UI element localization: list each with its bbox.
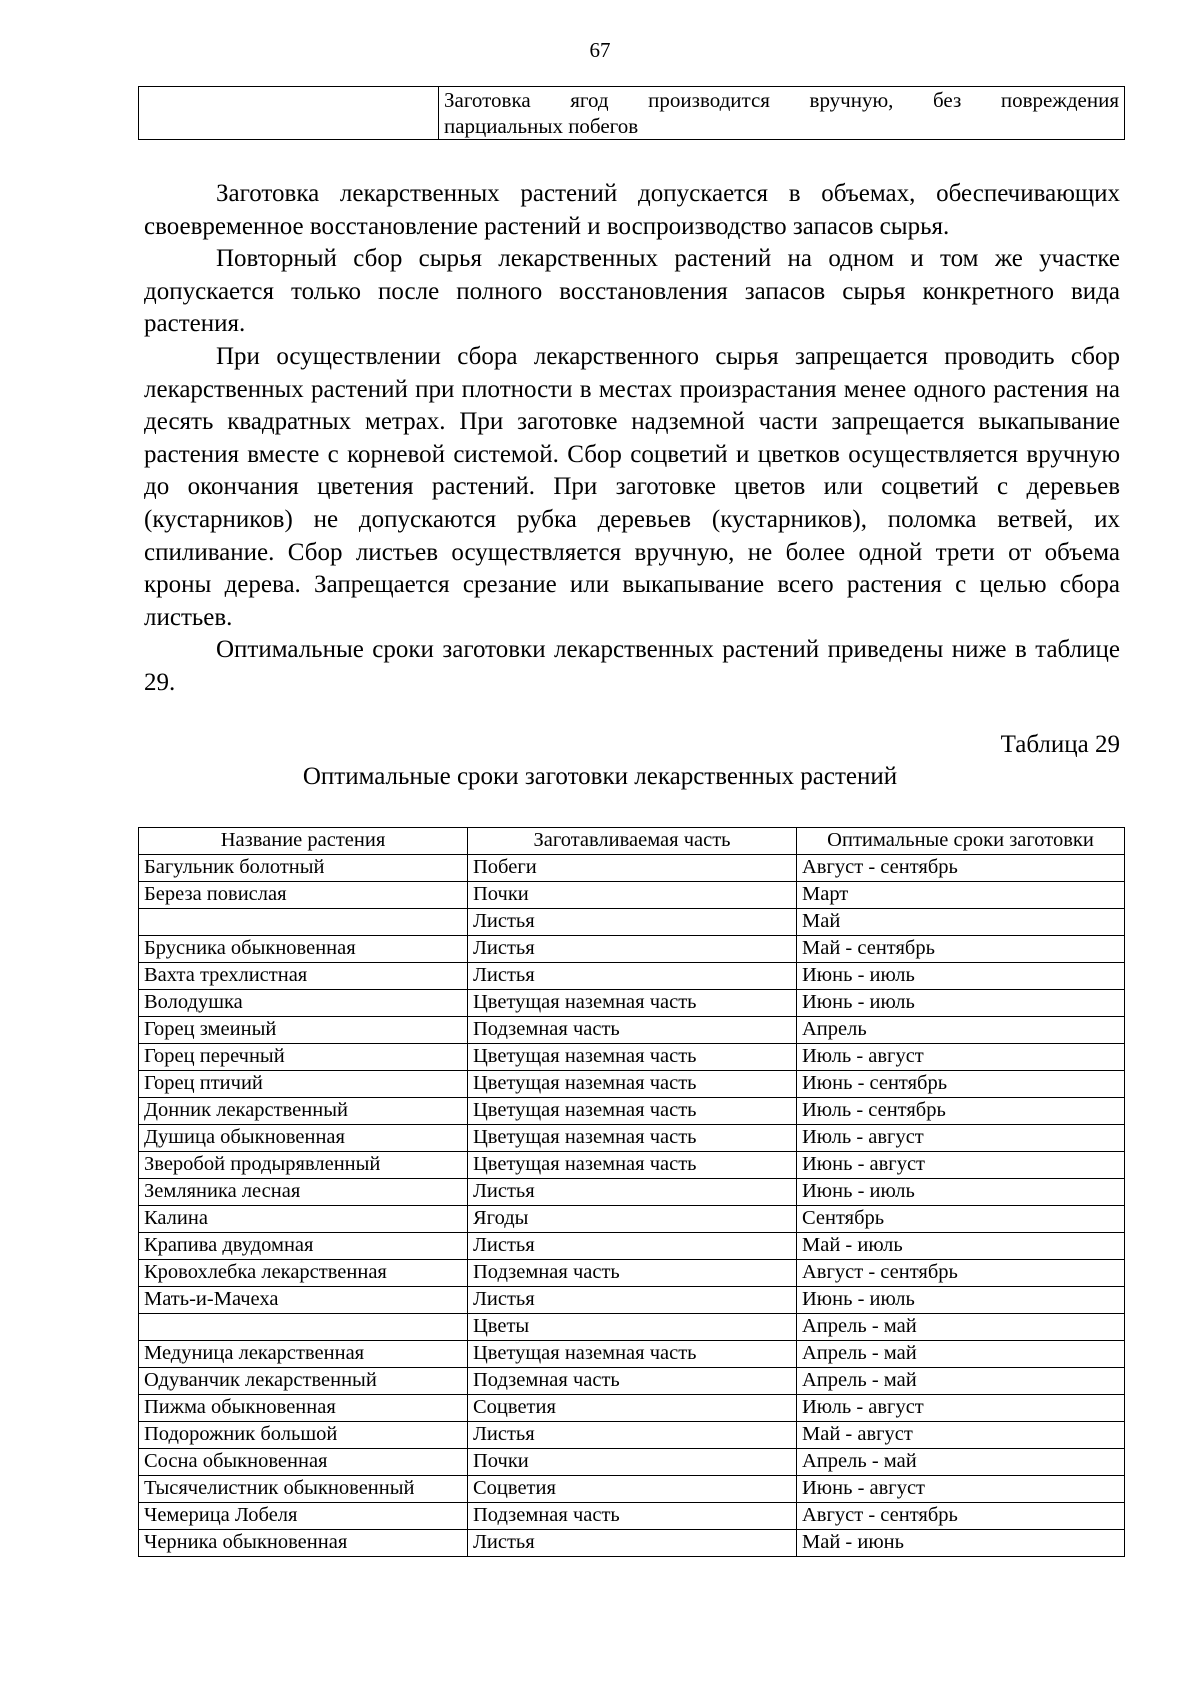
cell-harvested-part: Подземная часть [468, 1503, 797, 1530]
cell-plant-name: Володушка [139, 990, 468, 1017]
body-text [144, 178, 1120, 700]
cell-optimal-period: Апрель - май [797, 1368, 1125, 1395]
cell-optimal-period: Июнь - август [797, 1152, 1125, 1179]
table-row [139, 1233, 1125, 1260]
cell-plant-name: Тысячелистник обыкновенный [139, 1476, 468, 1503]
cell-plant-name: Крапива двудомная [139, 1233, 468, 1260]
cell-plant-name: Медуница лекарственная [139, 1341, 468, 1368]
cell-optimal-period: Июль - сентябрь [797, 1098, 1125, 1125]
paragraph-4: Оптимальные сроки заготовки лекарственных растений приведены ниже в таблице 29. [144, 636, 1120, 696]
cell-harvested-part: Цветущая наземная часть [468, 1125, 797, 1152]
cell-plant-name: Калина [139, 1206, 468, 1233]
cell-plant-name: Подорожник большой [139, 1422, 468, 1449]
cell-plant-name: Мать-и-Мачеха [139, 1287, 468, 1314]
cell-harvested-part: Почки [468, 882, 797, 909]
cell-plant-name: Горец змеиный [139, 1017, 468, 1044]
cell-optimal-period: Август - сентябрь [797, 1503, 1125, 1530]
table-row [139, 1449, 1125, 1476]
table-row [139, 909, 1125, 936]
cell-harvested-part: Листья [468, 963, 797, 990]
cell-plant-name: Одуванчик лекарственный [139, 1368, 468, 1395]
cell-optimal-period: Август - сентябрь [797, 1260, 1125, 1287]
cell-harvested-part: Листья [468, 1530, 797, 1557]
header-optimal-period: Оптимальные сроки заготовки [797, 828, 1125, 855]
cell-harvested-part: Соцветия [468, 1395, 797, 1422]
cell-plant-name: Вахта трехлистная [139, 963, 468, 990]
table-row [139, 1071, 1125, 1098]
cell-plant-name [139, 909, 468, 936]
cell-optimal-period: Июнь - июль [797, 1179, 1125, 1206]
cell-plant-name: Горец птичий [139, 1071, 468, 1098]
cell-optimal-period: Май - июнь [797, 1530, 1125, 1557]
cell-harvested-part: Цветущая наземная часть [468, 1341, 797, 1368]
cell-harvested-part: Листья [468, 1287, 797, 1314]
cell-harvested-part: Побеги [468, 855, 797, 882]
table-row [139, 1179, 1125, 1206]
cell-harvested-part: Почки [468, 1449, 797, 1476]
table-row [139, 1476, 1125, 1503]
cell-harvested-part: Цветы [468, 1314, 797, 1341]
cell-harvested-part: Листья [468, 936, 797, 963]
table-row [139, 1314, 1125, 1341]
table-row [139, 1287, 1125, 1314]
cell-optimal-period: Июнь - сентябрь [797, 1071, 1125, 1098]
cell-plant-name: Горец перечный [139, 1044, 468, 1071]
cell-plant-name: Багульник болотный [139, 855, 468, 882]
cell-optimal-period: Апрель - май [797, 1449, 1125, 1476]
table-row [139, 1017, 1125, 1044]
table-row [139, 1503, 1125, 1530]
cell-optimal-period: Апрель [797, 1017, 1125, 1044]
cell-plant-name [139, 1314, 468, 1341]
cell-optimal-period: Май - август [797, 1422, 1125, 1449]
cell-harvested-part: Подземная часть [468, 1017, 797, 1044]
cell-optimal-period: Апрель - май [797, 1341, 1125, 1368]
empty-cell [139, 87, 439, 140]
cell-optimal-period: Июнь - июль [797, 1287, 1125, 1314]
paragraph-1: Заготовка лекарственных растений допускается в объемах, обеспечивающих своевременное восстановление растений и воспроизводство запасов сырья. [144, 180, 1120, 240]
table-row [139, 1044, 1125, 1071]
cell-plant-name: Донник лекарственный [139, 1098, 468, 1125]
header-harvested-part: Заготавливаемая часть [468, 828, 797, 855]
cell-optimal-period: Сентябрь [797, 1206, 1125, 1233]
cell-optimal-period: Май [797, 909, 1125, 936]
table-number: Таблица 29 [1000, 731, 1120, 758]
table-row [139, 882, 1125, 909]
cell-optimal-period: Август - сентябрь [797, 855, 1125, 882]
table-row [139, 87, 1125, 140]
cell-harvested-part: Листья [468, 909, 797, 936]
table-row [139, 1125, 1125, 1152]
cell-optimal-period: Март [797, 882, 1125, 909]
table-row [139, 1152, 1125, 1179]
cell-harvested-part: Листья [468, 1422, 797, 1449]
cell-plant-name: Пижма обыкновенная [139, 1395, 468, 1422]
table-row [139, 1530, 1125, 1557]
page-number: 67 [589, 38, 611, 62]
cell-harvested-part: Листья [468, 1179, 797, 1206]
cell-plant-name: Душица обыкновенная [139, 1125, 468, 1152]
table-row [139, 1206, 1125, 1233]
cell-plant-name: Береза повислая [139, 882, 468, 909]
cell-harvested-part: Подземная часть [468, 1368, 797, 1395]
cell-harvested-part: Цветущая наземная часть [468, 1071, 797, 1098]
table-row [139, 1422, 1125, 1449]
table-row [139, 1368, 1125, 1395]
cell-plant-name: Черника обыкновенная [139, 1530, 468, 1557]
cell-optimal-period: Май - июль [797, 1233, 1125, 1260]
cell-plant-name: Сосна обыкновенная [139, 1449, 468, 1476]
continued-table [138, 86, 1125, 140]
harvest-note-line1: Заготовка ягод производится вручную, без повреждения [444, 88, 1119, 112]
paragraph-3: При осуществлении сбора лекарственного сырья запрещается проводить сбор лекарственных растений при плотности в местах произрастания менее одного растения на десять квадратных метрах. При заготовке надземной части запрещается выкапывание растения вместе с корневой системой. Сбор соцветий и цветков осуществляется вручную до окончания цветения растений. При заготовке цветов или соцветий с деревьев (кустарников) не допускаются рубка деревьев (кустарников), поломка ветвей, их спиливание. Сбор листьев осуществляется вручную, не более одной трети от объема кроны дерева. Запрещается срезание или выкапывание всего растения с целью сбора листьев. [144, 342, 1120, 631]
table-row [139, 936, 1125, 963]
cell-optimal-period: Май - сентябрь [797, 936, 1125, 963]
table-row [139, 990, 1125, 1017]
cell-plant-name: Зверобой продырявленный [139, 1152, 468, 1179]
cell-harvested-part: Цветущая наземная часть [468, 1044, 797, 1071]
table-row [139, 1260, 1125, 1287]
table-header-row [139, 828, 1125, 855]
header-plant-name: Название растения [139, 828, 468, 855]
cell-harvested-part: Листья [468, 1233, 797, 1260]
cell-harvested-part: Подземная часть [468, 1260, 797, 1287]
table-row [139, 1341, 1125, 1368]
cell-plant-name: Брусника обыкновенная [139, 936, 468, 963]
table-caption: Оптимальные сроки заготовки лекарственных растений [302, 763, 898, 790]
cell-harvested-part: Ягоды [468, 1206, 797, 1233]
harvest-note-cell [439, 87, 1125, 140]
cell-optimal-period: Июнь - август [797, 1476, 1125, 1503]
cell-optimal-period: Июнь - июль [797, 990, 1125, 1017]
cell-harvested-part: Соцветия [468, 1476, 797, 1503]
cell-optimal-period: Июль - август [797, 1044, 1125, 1071]
cell-plant-name: Кровохлебка лекарственная [139, 1260, 468, 1287]
cell-optimal-period: Июль - август [797, 1395, 1125, 1422]
harvest-note-line2: парциальных побегов [444, 114, 639, 138]
table-row [139, 963, 1125, 990]
cell-optimal-period: Апрель - май [797, 1314, 1125, 1341]
cell-optimal-period: Июнь - июль [797, 963, 1125, 990]
table-row [139, 1098, 1125, 1125]
cell-harvested-part: Цветущая наземная часть [468, 1152, 797, 1179]
table-row [139, 855, 1125, 882]
cell-optimal-period: Июль - август [797, 1125, 1125, 1152]
table-row [139, 1395, 1125, 1422]
cell-harvested-part: Цветущая наземная часть [468, 990, 797, 1017]
cell-plant-name: Земляника лесная [139, 1179, 468, 1206]
harvest-timing-table [138, 827, 1125, 1557]
paragraph-2: Повторный сбор сырья лекарственных растений на одном и том же участке допускается только после полного восстановления запасов сырья конкретного вида растения. [144, 245, 1120, 338]
cell-plant-name: Чемерица Лобеля [139, 1503, 468, 1530]
cell-harvested-part: Цветущая наземная часть [468, 1098, 797, 1125]
